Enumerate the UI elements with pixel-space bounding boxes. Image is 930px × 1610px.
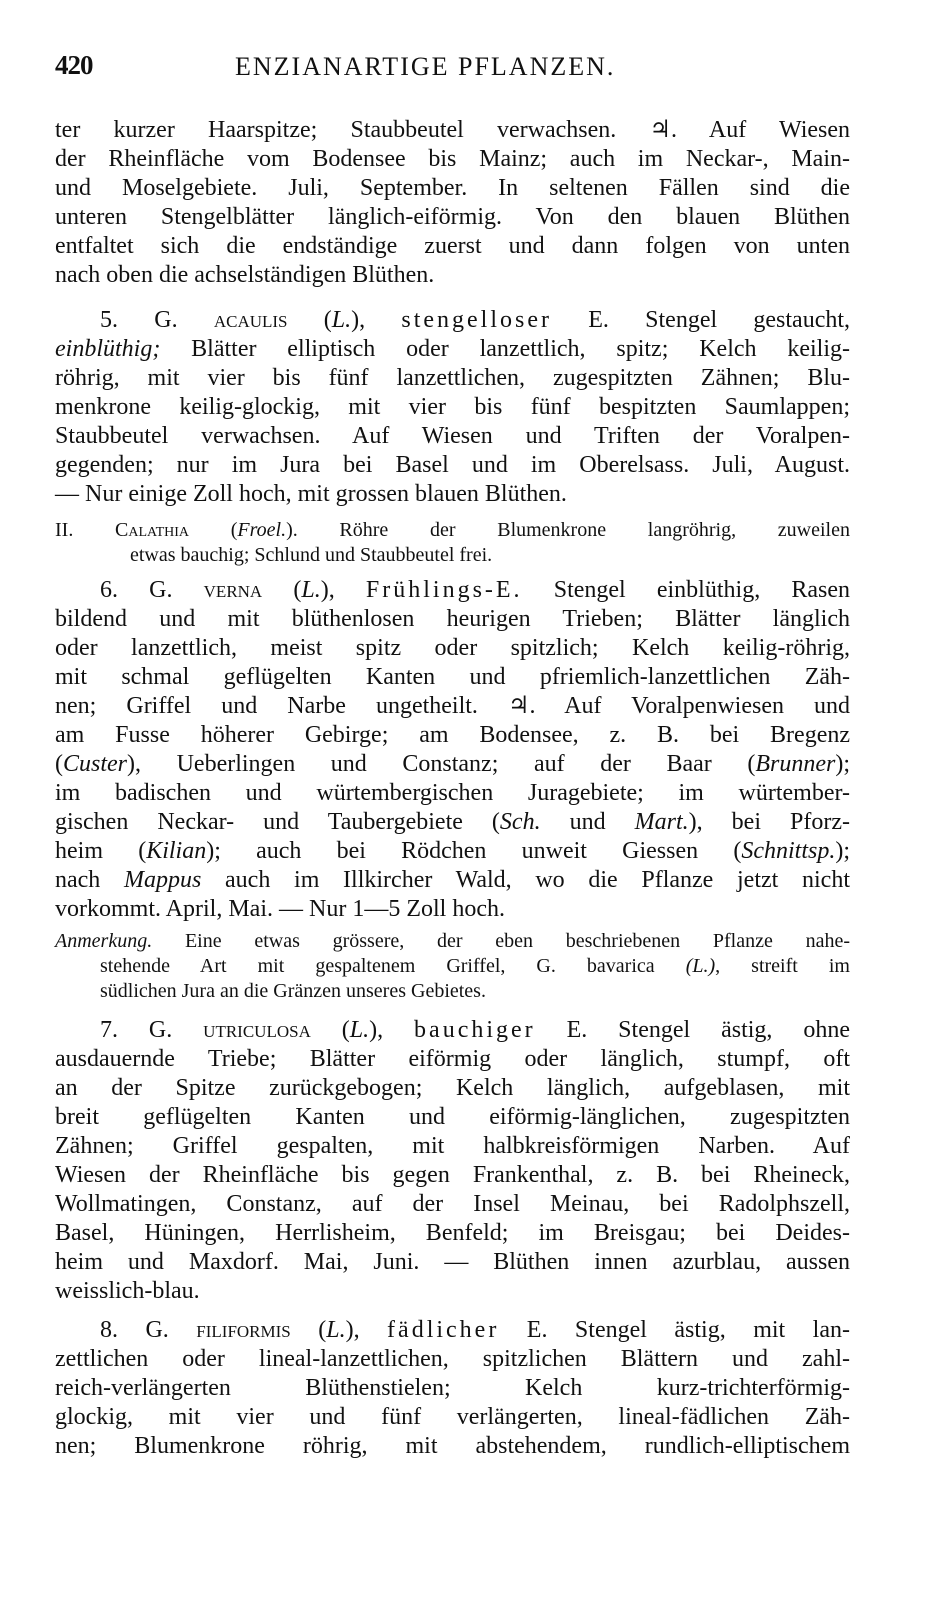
text-line (55, 837, 850, 866)
paragraph-gentiana-utriculosa (55, 1016, 850, 1306)
text-line: Basel, Hüningen, Herrlisheim, Benfeld; im Breisgau; bei Deides- (55, 1220, 850, 1246)
text-line: nen; Griffel und Narbe ungetheilt. ♃. Auf Voralpenwiesen und (55, 693, 850, 719)
text-run: ), (345, 1317, 388, 1343)
text-line: Zähnen; Griffel gespalten, mit halbkreisförmigen Narben. Auf (55, 1133, 850, 1159)
text-run: ), (351, 307, 402, 333)
text-run: Blätter elliptisch oder lanzettlich, spitz; Kelch keilig- (160, 336, 850, 362)
text-run: ); auch bei Rödchen unweit Giessen ( (206, 838, 742, 864)
text-line: im badischen und würtembergischen Juragebiete; im würtember- (55, 780, 850, 806)
text-line: weisslich-blau. (55, 1278, 200, 1304)
text-line (55, 929, 850, 954)
text-run: ( (310, 1017, 350, 1043)
text-line (55, 518, 850, 543)
note-anmerkung (55, 929, 850, 1004)
text-line: der Rheinfläche vom Bodensee bis Mainz; auch im Neckar-, Main- (55, 146, 850, 172)
text-run: ), (369, 1017, 415, 1043)
text-run: gischen Neckar- und Taubergebiete ( (55, 809, 500, 835)
text-line (55, 750, 850, 779)
text-line: etwas bauchig; Schlund und Staubbeutel frei. (130, 544, 493, 566)
text-run: 5. G. (100, 307, 214, 333)
text-line: südlichen Jura an die Gränzen unseres Gebietes. (100, 980, 486, 1002)
text-line: Staubbeutel verwachsen. Auf Wiesen und Triften der Voralpen- (55, 423, 850, 449)
text-run: Eine etwas grössere, der eben beschriebenen Pflanze nahe- (152, 930, 850, 952)
text-line: nen; Blumenkrone röhrig, mit abstehendem, rundlich-elliptischem (55, 1433, 850, 1459)
text-run: 6. G. (100, 577, 204, 603)
italic-run: Anmerkung. (55, 930, 153, 952)
text-line: Wollmatingen, Constanz, auf der Insel Meinau, bei Radolphszell, (55, 1191, 850, 1217)
text-line: reich-verlängerten Blüthenstielen; Kelch kurz-trichterförmig- (55, 1375, 850, 1401)
italic-run: L. (349, 1017, 370, 1043)
text-line: breit geflügelten Kanten und eiförmig-länglichen, zugespitzten (55, 1104, 850, 1130)
page-number: 420 (55, 50, 93, 80)
spaced-common-name: Frühlings-E. (365, 577, 523, 603)
text-line (55, 335, 850, 364)
text-run: heim ( (55, 838, 147, 864)
text-run: ); (835, 838, 850, 864)
text-line: mit schmal geflügelten Kanten und pfriemlich-lanzettlichen Zäh- (55, 664, 850, 690)
text-line: ter kurzer Haarspitze; Staubbeutel verwachsen. ♃. Auf Wiesen (55, 117, 850, 143)
italic-run: Mappus (124, 867, 202, 893)
text-run: ). Röhre der Blumenkrone langröhrig, zuweilen (286, 519, 850, 541)
running-header (55, 50, 850, 86)
paragraph-gentiana-acaulis (55, 306, 850, 509)
text-line: glockig, mit vier und fünf verlängerten, lineal-fädlichen Zäh- (55, 1404, 850, 1430)
text-run: stehende Art mit gespaltenem Griffel, G. bavarica (100, 955, 686, 977)
spaced-common-name: stengelloser (401, 307, 552, 333)
text-line: vorkommt. April, Mai. — Nur 1—5 Zoll hoch. (55, 896, 505, 922)
text-run: ( (55, 751, 63, 777)
text-line: zettlichen oder lineal-lanzettlichen, spitzlichen Blättern und zahl- (55, 1346, 850, 1372)
text-run: auch im Illkircher Wald, wo die Pflanze jetzt nicht (201, 867, 850, 893)
page-title: ENZIANARTIGE PFLANZEN. (235, 52, 616, 81)
italic-run: Sch. (499, 809, 541, 835)
text-run: ), bei Pforz- (688, 809, 850, 835)
text-line: Wiesen der Rheinfläche bis gegen Frankenthal, z. B. bei Rheineck, (55, 1162, 850, 1188)
text-line: — Nur einige Zoll hoch, mit grossen blauen Blüthen. (55, 481, 567, 507)
text-run: und (540, 809, 635, 835)
text-run: nach (55, 867, 124, 893)
text-line: menkrone keilig-glockig, mit vier bis fünf bespitzten Saumlappen; (55, 394, 850, 420)
text-line (55, 866, 850, 895)
text-run: , streift im (715, 955, 850, 977)
species-name: filiformis (196, 1317, 291, 1343)
text-line: entfaltet sich die endständige zuerst und dann folgen von unten (55, 233, 850, 259)
italic-run: L. (331, 307, 352, 333)
text-run: 8. G. (100, 1317, 197, 1343)
text-run: E. Stengel ästig, ohne (535, 1017, 850, 1043)
text-run: ( (262, 577, 302, 603)
text-run: ( (189, 519, 238, 541)
text-line: heim und Maxdorf. Mai, Juni. — Blüthen innen azurblau, aussen (55, 1249, 850, 1275)
paragraph-gentiana-verna (55, 576, 850, 924)
italic-run: (L.) (685, 955, 716, 977)
italic-run: Froel. (237, 519, 287, 541)
italic-run: Custer (63, 751, 128, 777)
paragraph-continuation (55, 116, 850, 290)
italic-run: Kilian (146, 838, 207, 864)
text-run: ( (287, 307, 332, 333)
species-name: utriculosa (203, 1017, 311, 1043)
text-run: E. Stengel ästig, mit lan- (499, 1317, 850, 1343)
text-line: bildend und mit blüthenlosen heurigen Trieben; Blätter länglich (55, 606, 850, 632)
text-line: oder lanzettlich, meist spitz oder spitzlich; Kelch keilig-röhrig, (55, 635, 850, 661)
italic-run: Brunner (755, 751, 836, 777)
italic-run: L. (326, 1317, 346, 1343)
text-line: an der Spitze zurückgebogen; Kelch länglich, aufgeblasen, mit (55, 1075, 850, 1101)
spaced-common-name: fädlicher (387, 1317, 500, 1343)
text-line (55, 1016, 850, 1045)
italic-run: einblüthig; (55, 336, 161, 362)
text-line (55, 576, 850, 605)
text-line: gegenden; nur im Jura bei Basel und im Oberelsass. Juli, August. (55, 452, 850, 478)
text-line (55, 1316, 850, 1345)
italic-run: Mart. (634, 809, 689, 835)
text-line (55, 306, 850, 335)
spaced-common-name: bauchiger (414, 1017, 536, 1043)
paragraph-gentiana-filiformis (55, 1316, 850, 1461)
species-name: Calathia (115, 519, 190, 541)
text-run: ( (290, 1317, 327, 1343)
text-line (55, 808, 850, 837)
text-line: nach oben die achselständigen Blüthen. (55, 262, 435, 288)
text-line: röhrig, mit vier bis fünf lanzettlichen, zugespitzten Zähnen; Blu- (55, 365, 850, 391)
text-run: ); (835, 751, 850, 777)
text-run: ), Ueberlingen und Constanz; auf der Baar ( (127, 751, 756, 777)
text-run: Stengel einblüthig, Rasen (522, 577, 850, 603)
text-line (55, 954, 850, 979)
section-heading-calathia (55, 518, 850, 568)
italic-run: L. (301, 577, 321, 603)
species-name: verna (203, 577, 263, 603)
text-line: ausdauernde Triebe; Blätter eiförmig oder länglich, stumpf, oft (55, 1046, 850, 1072)
text-line: und Moselgebiete. Juli, September. In seltenen Fällen sind die (55, 175, 850, 201)
text-line: unteren Stengelblätter länglich-eiförmig. Von den blauen Blüthen (55, 204, 850, 230)
text-run: 7. G. (100, 1017, 204, 1043)
text-run: ), (320, 577, 366, 603)
text-run: E. Stengel gestaucht, (552, 307, 851, 333)
species-name: acaulis (213, 307, 288, 333)
text-run: II. (55, 519, 116, 541)
italic-run: Schnittsp. (741, 838, 836, 864)
text-line: am Fusse höherer Gebirge; am Bodensee, z. B. bei Bregenz (55, 722, 850, 748)
